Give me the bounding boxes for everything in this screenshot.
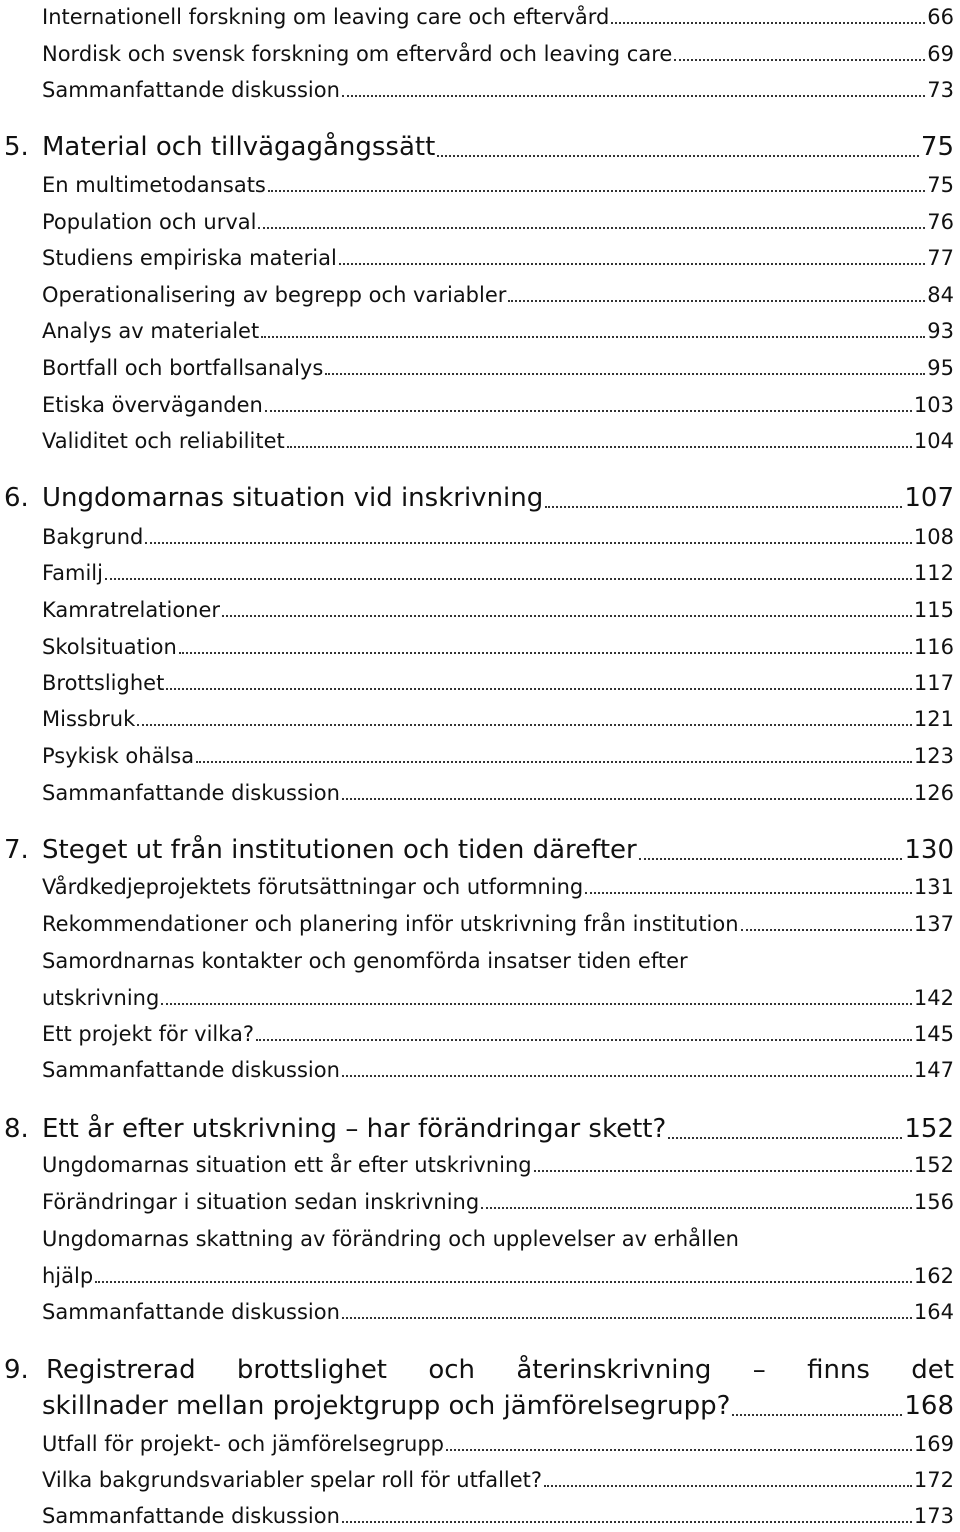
- toc-entry-title: Studiens empiriska material: [42, 246, 337, 270]
- toc-chapter-page: 152: [904, 1114, 954, 1144]
- toc-entry-title: Förändringar i situation sedan inskrivning: [42, 1190, 480, 1214]
- toc-chapter-page: 130: [904, 835, 954, 865]
- dot-leader: [611, 21, 925, 24]
- toc-entry-page: 95: [927, 356, 954, 380]
- toc-entry-title: hjälp: [42, 1264, 94, 1288]
- toc-entry-title: Kamratrelationer: [42, 598, 221, 622]
- toc-entry-title: Sammanfattande diskussion: [42, 1504, 340, 1528]
- toc-entry-title: Ungdomarnas situation ett år efter utskrivning: [42, 1153, 532, 1177]
- toc-entry-page: 108: [913, 525, 954, 549]
- dot-leader: [446, 1448, 912, 1451]
- toc-entry-title: Validitet och reliabilitet: [42, 429, 285, 453]
- dot-leader: [545, 505, 902, 508]
- toc-entry-title: Ett projekt för vilka?: [42, 1022, 255, 1046]
- toc-entry-title: Vårdkedjeprojektets förutsättningar och utformning: [42, 875, 584, 899]
- dot-leader: [145, 541, 912, 544]
- toc-entry-page: 142: [913, 986, 954, 1010]
- dot-leader: [166, 687, 912, 690]
- toc-entry-title: Sammanfattande diskussion: [42, 1058, 340, 1082]
- dot-leader: [741, 928, 912, 931]
- toc-entry-page: 93: [927, 319, 954, 343]
- dot-leader: [196, 760, 912, 763]
- toc-entry-page: 131: [913, 875, 954, 899]
- toc-entry-title: Familj: [42, 561, 103, 585]
- toc-entry-title: Analys av materialet: [42, 319, 260, 343]
- dot-leader: [265, 409, 912, 412]
- toc-entry-title-line1: Samordnarnas kontakter och genomförda insatser tiden efter: [42, 949, 688, 973]
- toc-entry-title: En multimetodansats: [42, 173, 266, 197]
- dot-leader: [674, 58, 925, 61]
- toc-entry-title: Utfall för projekt- och jämförelsegrupp: [42, 1432, 445, 1456]
- dot-leader: [105, 577, 912, 580]
- toc-entry-page: 76: [927, 210, 954, 234]
- dot-leader: [342, 797, 912, 800]
- chapter-number: 7.: [4, 835, 29, 865]
- toc-entry-title: Sammanfattande diskussion: [42, 1300, 340, 1324]
- toc-entry-page: 137: [913, 912, 954, 936]
- chapter-number: 5.: [4, 132, 29, 162]
- toc-entry-title: Psykisk ohälsa: [42, 744, 195, 768]
- toc-entry-title: Sammanfattande diskussion: [42, 78, 340, 102]
- dot-leader: [732, 1413, 902, 1416]
- toc-entry-page: 84: [927, 283, 954, 307]
- toc-entry-title: Etiska överväganden: [42, 393, 263, 417]
- chapter-number: 8.: [4, 1114, 29, 1144]
- dot-leader: [342, 94, 925, 97]
- toc-entry-page: 103: [913, 393, 954, 417]
- toc-entry-page: 121: [913, 707, 954, 731]
- toc-entry-page: 66: [927, 5, 954, 29]
- toc-entry-page: 116: [913, 635, 954, 659]
- toc-entry-title-line1: Ungdomarnas skattning av förändring och upplevelser av erhållen: [42, 1227, 739, 1251]
- dot-leader: [481, 1206, 912, 1209]
- toc-chapter-title: Steget ut från institutionen och tiden därefter: [42, 835, 637, 865]
- toc-entry-title: Vilka bakgrundsvariabler spelar roll för utfallet?: [42, 1468, 543, 1492]
- toc-entry-page: 126: [913, 781, 954, 805]
- toc-entry-title: Operationalisering av begrepp och variabler: [42, 283, 507, 307]
- toc-entry-title: Skolsituation: [42, 635, 177, 659]
- dot-leader: [95, 1280, 912, 1283]
- toc-entry-page: 123: [913, 744, 954, 768]
- toc-entry-page: 117: [913, 671, 954, 695]
- toc-entry-title: Nordisk och svensk forskning om eftervård och leaving care: [42, 42, 673, 66]
- toc-entry-page: 145: [913, 1022, 954, 1046]
- toc-entry-page: 147: [913, 1058, 954, 1082]
- toc-entry-page: 69: [927, 42, 954, 66]
- toc-entry-title: Brottslighet: [42, 671, 165, 695]
- toc-chapter-title: skillnader mellan projektgrupp och jämförelsegrupp?: [42, 1391, 731, 1421]
- toc-entry-page: 75: [927, 173, 954, 197]
- chapter-number: 9.: [4, 1355, 29, 1385]
- dot-leader: [342, 1074, 912, 1077]
- toc-entry-title: Internationell forskning om leaving care och eftervård: [42, 5, 610, 29]
- toc-entry-page: 162: [913, 1264, 954, 1288]
- dot-leader: [534, 1169, 912, 1172]
- toc-entry-page: 112: [913, 561, 954, 585]
- toc-entry-page: 104: [913, 429, 954, 453]
- toc-entry-title: Rekommendationer och planering inför utskrivning från institution: [42, 912, 739, 936]
- toc-chapter-page: 168: [904, 1391, 954, 1421]
- toc-entry-title: Population och urval: [42, 210, 257, 234]
- toc-entry-page: 115: [913, 598, 954, 622]
- dot-leader: [137, 723, 912, 726]
- dot-leader: [222, 614, 912, 617]
- toc-entry-page: 77: [927, 246, 954, 270]
- dot-leader: [342, 1520, 912, 1523]
- toc-entry-title: Bakgrund: [42, 525, 144, 549]
- dot-leader: [258, 226, 925, 229]
- dot-leader: [585, 891, 912, 894]
- toc-entry-title: Bortfall och bortfallsanalys: [42, 356, 324, 380]
- toc-entry-title: Sammanfattande diskussion: [42, 781, 340, 805]
- dot-leader: [287, 445, 912, 448]
- toc-entry-page: 156: [913, 1190, 954, 1214]
- dot-leader: [325, 372, 925, 375]
- dot-leader: [261, 335, 925, 338]
- toc-entry-page: 73: [927, 78, 954, 102]
- toc-entry-page: 173: [913, 1504, 954, 1528]
- dot-leader: [437, 154, 919, 157]
- toc-entry-page: 169: [913, 1432, 954, 1456]
- toc-chapter-title: Ungdomarnas situation vid inskrivning: [42, 483, 544, 513]
- dot-leader: [668, 1136, 902, 1139]
- dot-leader: [179, 651, 912, 654]
- dot-leader: [256, 1038, 912, 1041]
- toc-chapter-page: 75: [920, 132, 954, 162]
- dot-leader: [161, 1002, 912, 1005]
- dot-leader: [342, 1316, 912, 1319]
- toc-entry-title: Missbruk: [42, 707, 136, 731]
- toc-entry-title: utskrivning: [42, 986, 160, 1010]
- toc-entry-page: 152: [913, 1153, 954, 1177]
- dot-leader: [339, 262, 925, 265]
- toc-chapter-title-line1: Registrerad brottslighet och återinskrivning – finns det: [46, 1355, 954, 1385]
- dot-leader: [508, 299, 925, 302]
- toc-chapter-page: 107: [904, 483, 954, 513]
- dot-leader: [268, 189, 925, 192]
- toc-entry-page: 172: [913, 1468, 954, 1492]
- toc-chapter-title: Material och tillvägagångssätt: [42, 132, 436, 162]
- toc-entry-page: 164: [913, 1300, 954, 1324]
- dot-leader: [544, 1484, 912, 1487]
- chapter-number: 6.: [4, 483, 29, 513]
- dot-leader: [639, 857, 903, 860]
- toc-chapter-title: Ett år efter utskrivning – har förändringar skett?: [42, 1114, 667, 1144]
